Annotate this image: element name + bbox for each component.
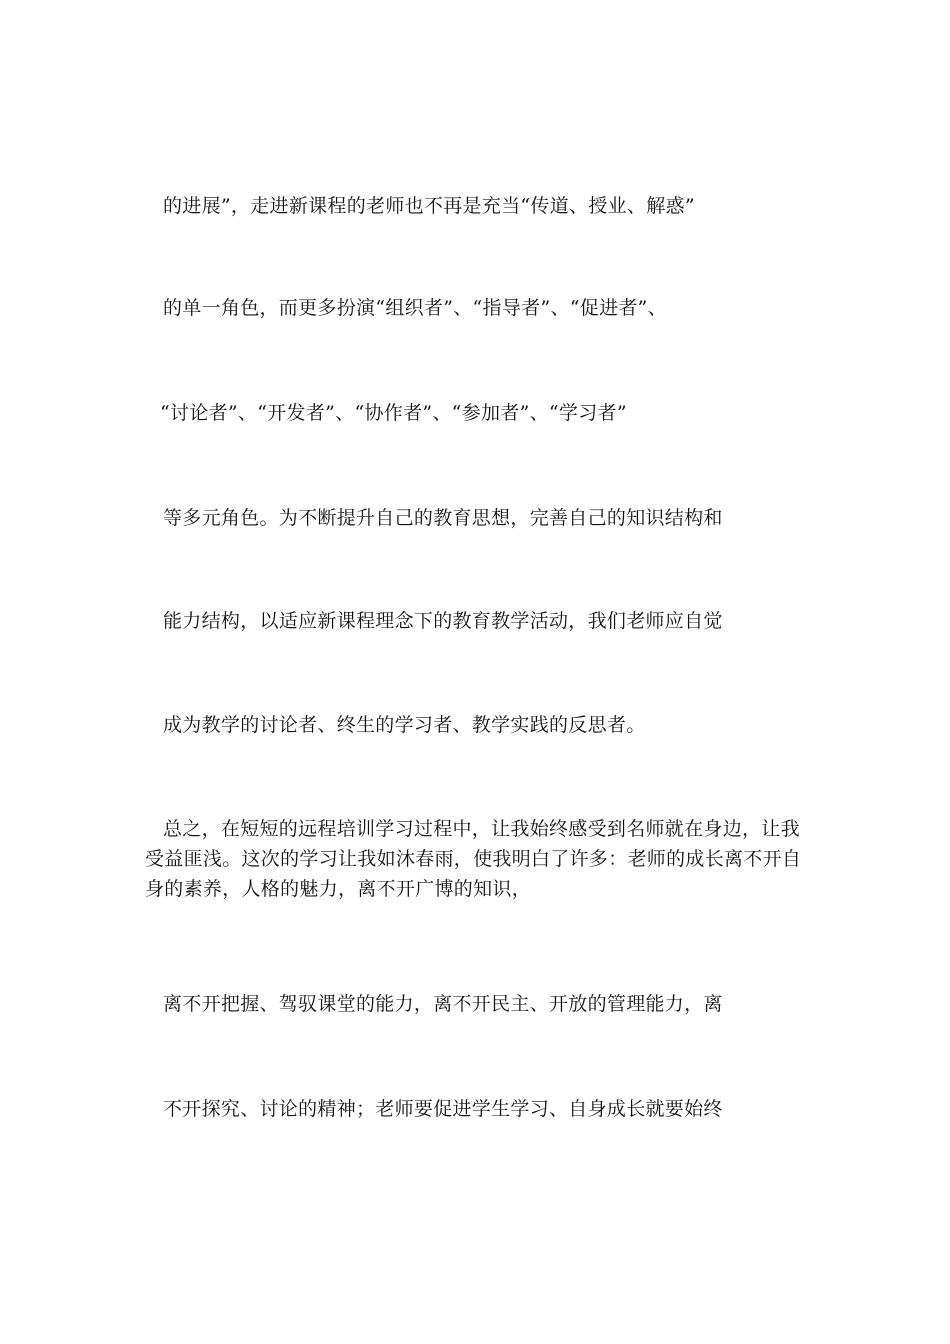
paragraph-line: 总之，在短短的远程培训学习过程中，让我始终感受到名师就在身边，让我 <box>163 818 800 840</box>
summary-paragraph <box>145 814 805 904</box>
paragraph-line: 身的素养，人格的魅力，离不开广博的知识， <box>145 878 532 900</box>
text-line: 的单一角色，而更多扮演“组织者”、“指导者”、“促进者”、 <box>163 297 667 319</box>
paragraph-line: 受益匪浅。这次的学习让我如沐春雨，使我明白了许多：老师的成长离不开自 <box>145 848 802 870</box>
text-line: 成为教学的讨论者、终生的学习者、教学实践的反思者。 <box>163 714 646 736</box>
text-line: 的进展”，走进新课程的老师也不再是充当“传道、授业、解惑” <box>163 195 695 217</box>
text-line: 不开探究、讨论的精神；老师要促进学生学习、自身成长就要始终 <box>163 1098 723 1120</box>
text-line: 等多元角色。为不断提升自己的教育思想，完善自己的知识结构和 <box>163 507 723 529</box>
text-line: 离不开把握、驾驭课堂的能力，离不开民主、开放的管理能力，离 <box>163 993 723 1015</box>
text-line: “讨论者”、“开发者”、“协作者”、“参加者”、“学习者” <box>160 402 627 424</box>
text-line: 能力结构，以适应新课程理念下的教育教学活动，我们老师应自觉 <box>163 610 723 632</box>
